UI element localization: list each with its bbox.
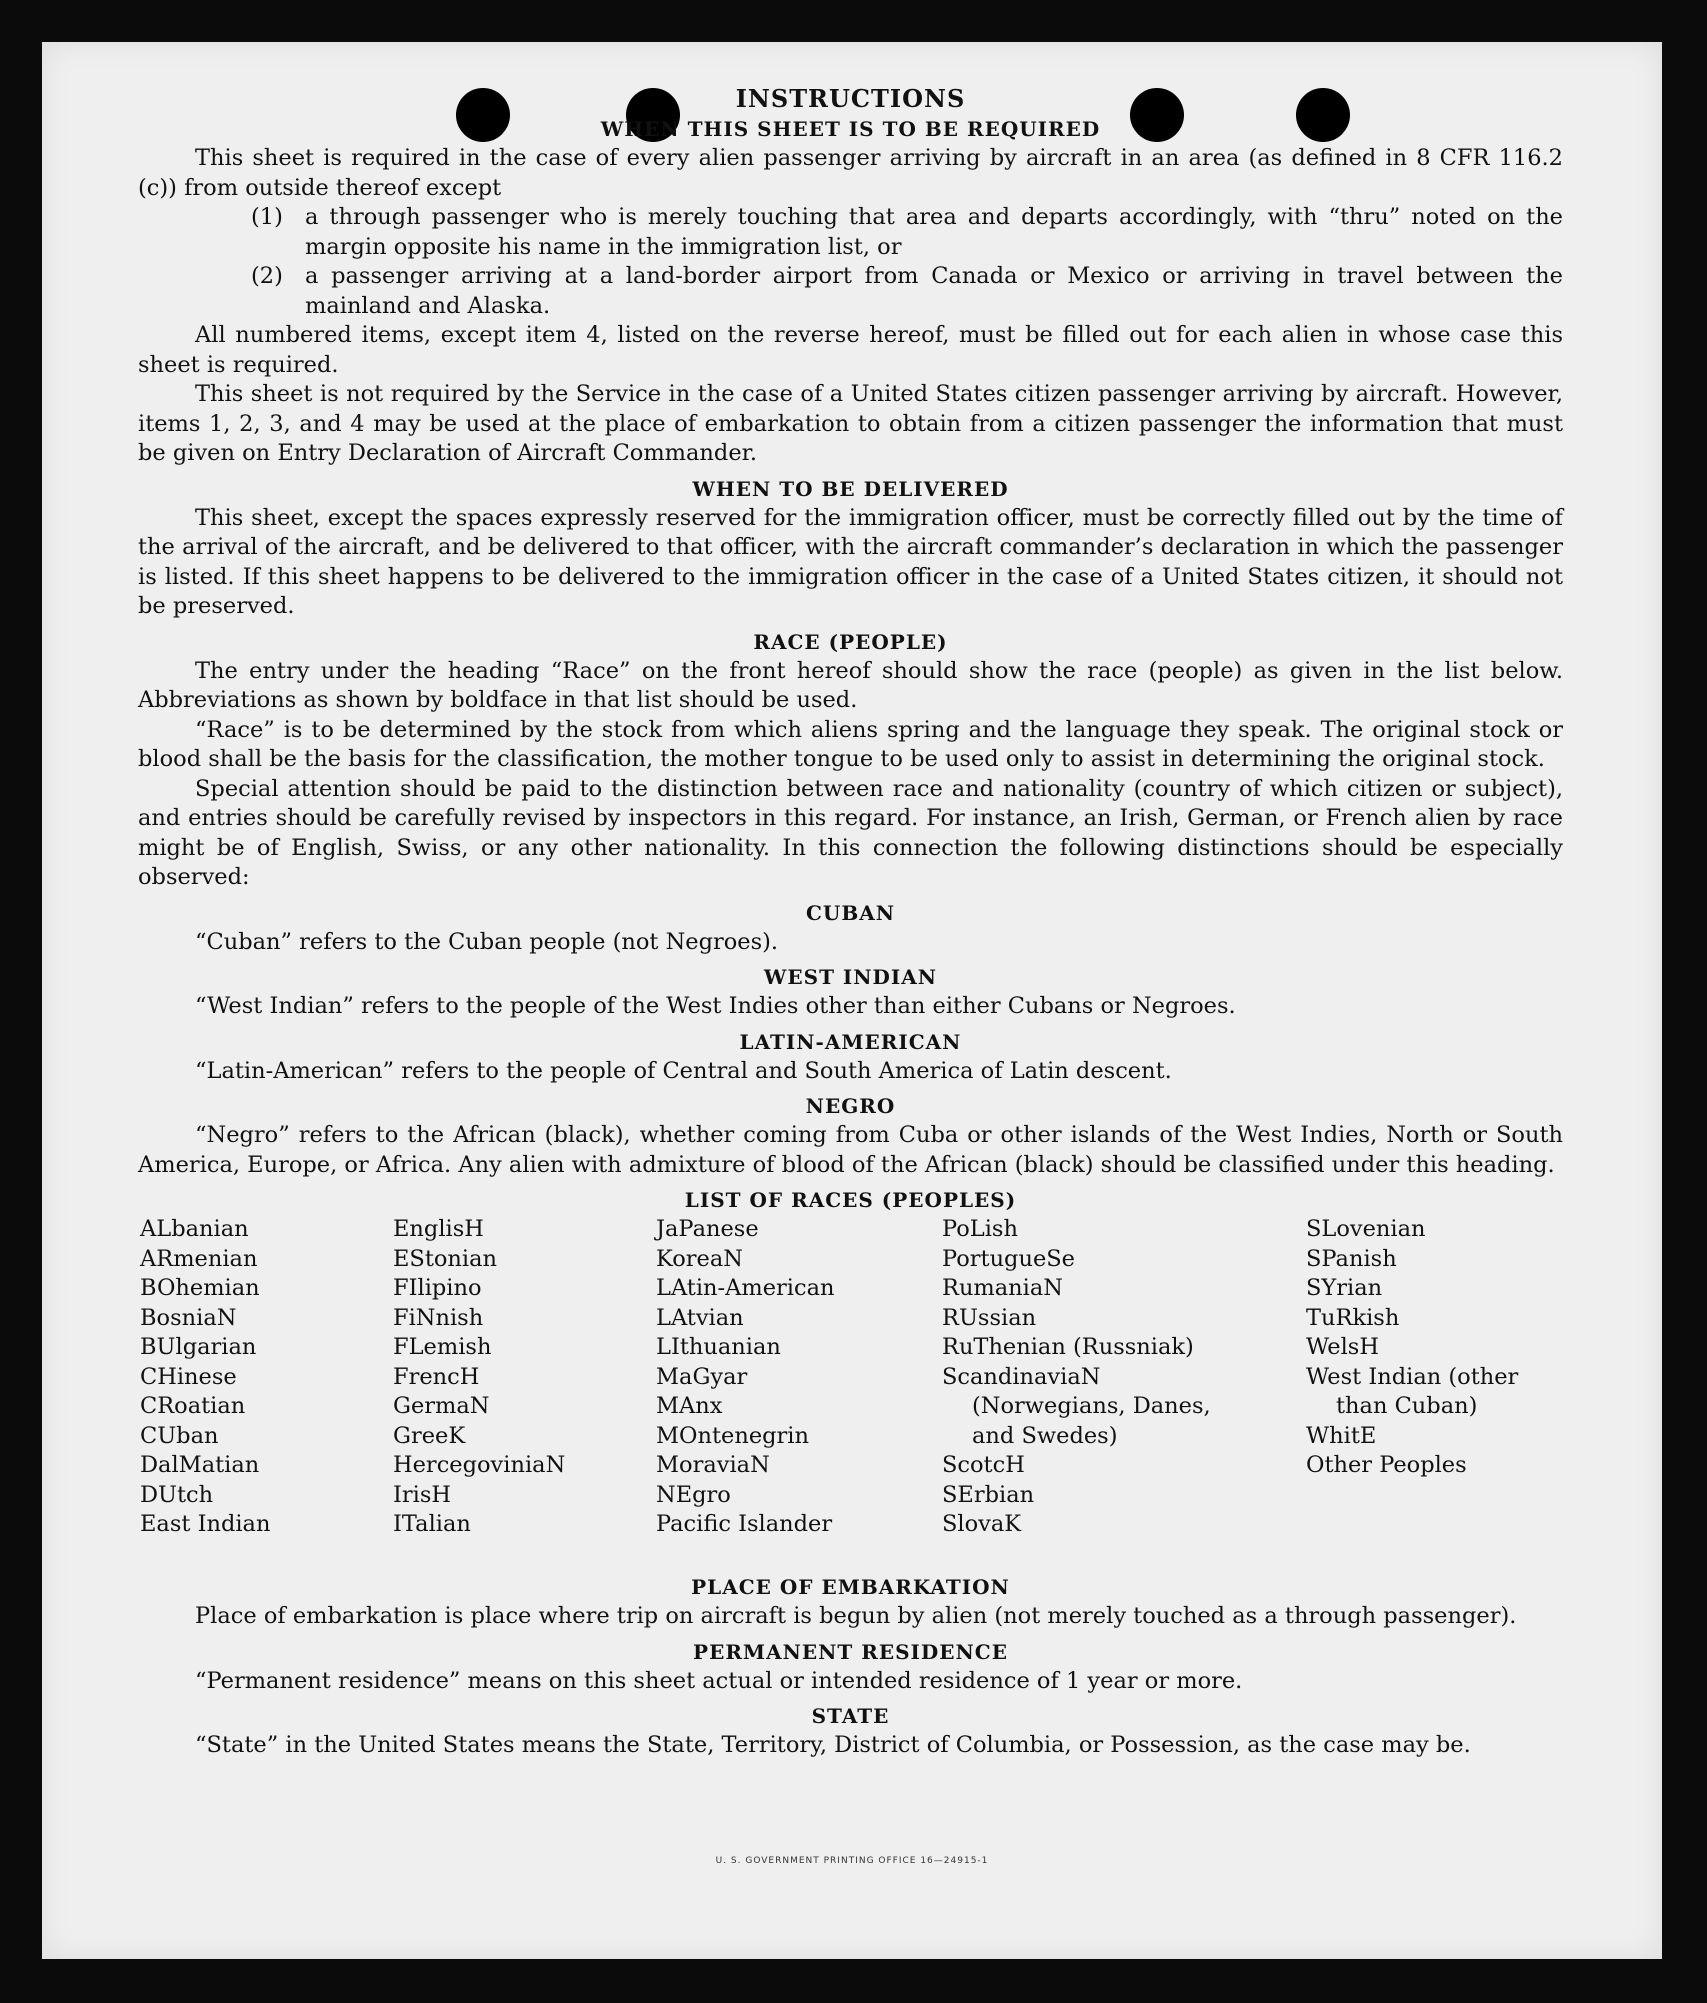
heading-when-required: WHEN THIS SHEET IS TO BE REQUIRED [600,117,1101,141]
heading-west-indian: WEST INDIAN [763,965,938,989]
race-item: Pacific Islander [656,1511,833,1537]
race-item: Other Peoples [1306,1452,1467,1478]
race-item: FiNnish [393,1304,484,1331]
race-item: SlovaK [942,1511,1022,1537]
race-item: TuRkish [1306,1304,1400,1331]
race-item: NEgro [656,1481,731,1508]
race-item: BOhemian [140,1275,260,1301]
race-item: RuThenian (Russniak) [942,1334,1194,1360]
race-item: PoLish [942,1216,1018,1242]
race-item: MaGyar [656,1363,748,1390]
race-item: CRoatian [140,1393,246,1419]
race-para-3: Special attention should be paid to the distinction between race and nationality (country of which citizen or subject), and entries should be carefully revised by inspectors in this regard. For instance, an Irish, German, or French alien by race might be of English, Swiss, or any other nationality. In this connection the following distinctions should be especially observed: [138,775,1563,890]
race-item: JaPanese [656,1216,759,1242]
heading-list-of-races: LIST OF RACES (PEOPLES) [684,1188,1017,1212]
required-para-3: This sheet is not required by the Service in the case of a United States citizen passenger arriving by aircraft. However, items 1, 2, 3, and 4 may be used at the place of embarkation to obtain from a citizen passenger the information that must be given on Entry Declaration of Aircraft Commander. [138,381,1563,466]
heading-cuban: CUBAN [805,900,896,925]
required-para-2: All numbered items, except item 4, listed on the reverse hereof, must be filled out for each alien in whose case this sheet is required. [138,322,1563,378]
race-item: EStonian [393,1245,498,1272]
race-item: FLemish [393,1334,492,1360]
race-item: IrisH [393,1481,452,1508]
race-item: SErbian [942,1481,1035,1508]
page-title: INSTRUCTIONS [735,84,966,113]
west-indian-text: “West Indian” refers to the people of the West Indies other than either Cubans or Negroes. [195,993,1236,1019]
heading-permanent-residence: PERMANENT RESIDENCE [693,1639,1008,1664]
race-para-2: “Race” is to be determined by the stock from which aliens spring and the language they speak. The original stock or blood shall be the basis for the classification, the mother tongue to be used only to assist in determining the original stock. [138,716,1563,772]
race-item: SPanish [1306,1245,1397,1272]
race-item: BosniaN [140,1304,237,1331]
race-item: KoreaN [656,1245,743,1272]
exception-text: a through passenger who is merely touching that area and departs accordingly, with “thru” noted on the margin opposite his name in the immigration list, or [305,204,1563,260]
race-item: WelsH [1306,1334,1379,1360]
race-item: DalMatian [140,1452,260,1478]
delivered-text: This sheet, except the spaces expressly reserved for the immigration officer, must be correctly filled out by the time of the arrival of the aircraft, and be delivered to that officer, with the aircraft commander’s declaration in which the passenger is listed. If this sheet happens to be delivered to the immigration officer in the case of a United States citizen, it should not be preserved. [138,504,1563,619]
heading-state: STATE [811,1704,890,1728]
races-column-5 [1306,1215,1563,1481]
latin-american-text: “Latin-American” refers to the people of Central and South America of Latin descent. [195,1057,1172,1084]
race-item: BUlgarian [140,1334,257,1360]
race-item: SYrian [1306,1275,1383,1301]
race-item: CHinese [140,1363,237,1390]
heading-race: RACE (PEOPLE) [753,629,948,654]
races-list [138,1215,1563,1567]
heading-place-of-embarkation: PLACE OF EMBARKATION [691,1575,1010,1599]
race-item: East Indian [140,1511,271,1537]
printing-office-footer: U. S. GOVERNMENT PRINTING OFFICE 16—24915-1 [715,1856,989,1866]
races-column-2 [393,1215,643,1540]
race-item: West Indian (other than Cuban) [1306,1363,1519,1419]
embarkation-text: Place of embarkation is place where trip on aircraft is begun by alien (not merely touched as a through passenger). [195,1603,1517,1629]
race-item: ITalian [393,1511,471,1537]
heading-when-delivered: WHEN TO BE DELIVERED [692,476,1009,501]
race-item: PortugueSe [942,1245,1076,1272]
race-item: MoraviaN [656,1452,770,1478]
race-item: ScandinaviaN (Norwegians, Danes, and Swedes) [942,1363,1211,1449]
race-item: GreeK [393,1422,466,1449]
exception-text: a passenger arriving at a land-border airport from Canada or Mexico or arriving in travel between the mainland and Alaska. [305,263,1563,319]
race-para-1: The entry under the heading “Race” on the front hereof should show the race (people) as given in the list below. Abbreviations as shown by boldface in that list should be used. [138,657,1563,713]
negro-text: “Negro” refers to the African (black), whether coming from Cuba or other islands of the West Indies, North or South America, Europe, or Africa. Any alien with admixture of blood of the African (black) should be classified under this heading. [138,1122,1563,1178]
race-item: DUtch [140,1481,214,1508]
required-intro: This sheet is required in the case of every alien passenger arriving by aircraft in an area (as defined in 8 CFR 116.2 (c)) from outside thereof except [138,145,1563,201]
race-item: FIlipino [393,1275,482,1301]
race-item: FrencH [393,1363,480,1390]
race-item: RumaniaN [942,1275,1063,1301]
race-item: RUssian [942,1304,1037,1331]
exception-item [251,203,1563,262]
state-text: “State” in the United States means the State, Territory, District of Columbia, or Possession, as the case may be. [195,1732,1471,1758]
exception-item [251,262,1563,321]
race-item: WhitE [1306,1422,1377,1449]
residence-text: “Permanent residence” means on this sheet actual or intended residence of 1 year or more. [195,1667,1243,1694]
races-column-4 [942,1215,1232,1540]
race-item: ScotcH [942,1452,1025,1478]
exception-list [138,203,1563,321]
race-item: ARmenian [140,1245,258,1272]
race-item: MOntenegrin [656,1422,809,1449]
exception-number: (2) [251,263,283,289]
race-item: LAtvian [656,1304,744,1331]
document-content [138,84,1563,1761]
races-column-3 [656,1215,926,1540]
heading-negro: NEGRO [805,1094,896,1118]
race-item: MAnx [656,1393,723,1419]
race-item: LAtin-American [656,1275,835,1301]
exception-number: (1) [251,204,283,230]
race-item: HercegoviniaN [393,1452,566,1478]
race-item: LIthuanian [656,1334,781,1360]
race-item: ALbanian [140,1216,249,1242]
race-item: CUban [140,1422,219,1449]
race-item: GermaN [393,1393,490,1419]
race-item: SLovenian [1306,1216,1426,1242]
cuban-text: “Cuban” refers to the Cuban people (not Negroes). [195,928,779,955]
document-page [42,42,1662,1959]
race-item: EnglisH [393,1216,484,1242]
races-column-1 [140,1215,380,1540]
heading-latin-american: LATIN-AMERICAN [739,1029,962,1054]
